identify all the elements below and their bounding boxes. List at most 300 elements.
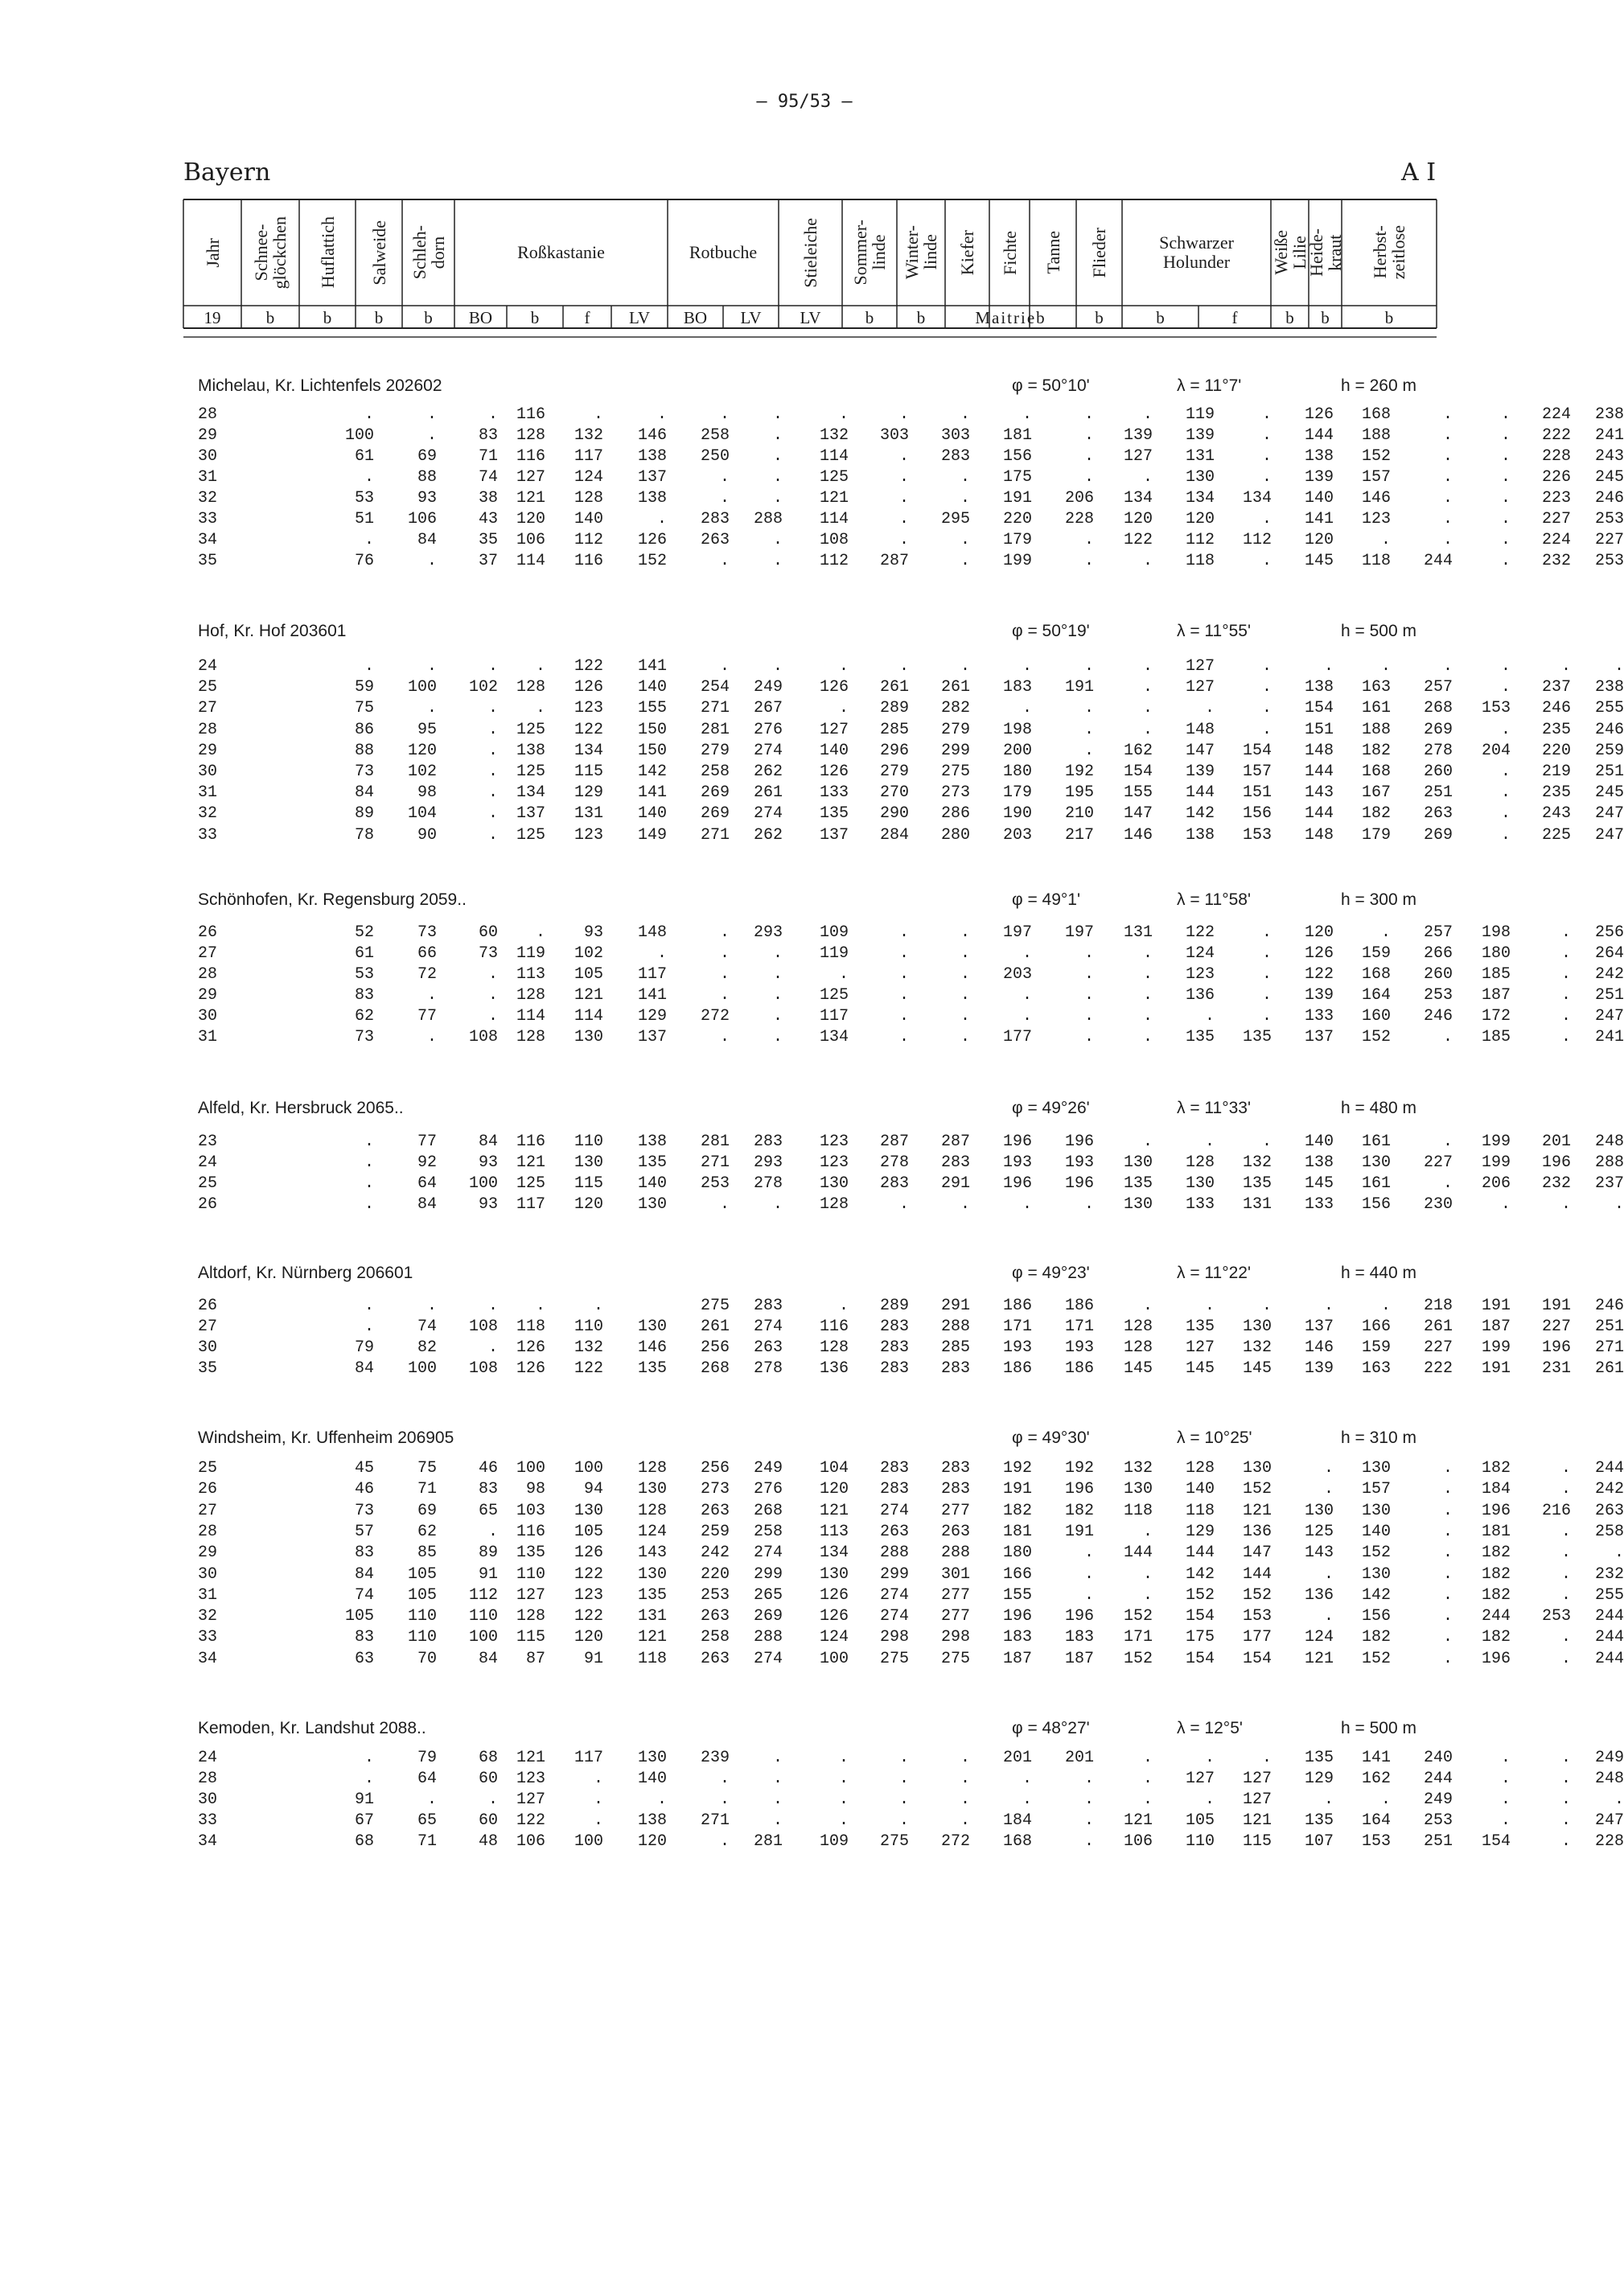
value-cell: 141: [637, 783, 667, 803]
value-cell: 130: [574, 1153, 603, 1172]
value-cell: 140: [1185, 1480, 1215, 1499]
value-cell: 151: [1304, 720, 1334, 739]
value-cell: .: [1560, 1195, 1571, 1214]
value-cell: 98: [525, 1480, 545, 1499]
value-cell: 261: [940, 678, 970, 697]
year-cell: 27: [198, 1318, 218, 1336]
value-cell: 299: [753, 1564, 783, 1584]
station-phi: φ = 49°30': [1012, 1429, 1090, 1447]
value-cell: .: [1204, 699, 1215, 718]
value-cell: 152: [1361, 1649, 1391, 1668]
value-cell: 259: [1594, 741, 1624, 760]
value-cell: .: [960, 1790, 970, 1809]
value-cell: 182: [1481, 1544, 1511, 1563]
header-label: Winter- linde: [902, 225, 940, 280]
value-cell: .: [593, 1297, 603, 1315]
value-cell: .: [1083, 405, 1094, 424]
value-cell: 123: [574, 825, 603, 845]
value-cell: 183: [1002, 1628, 1032, 1647]
value-cell: 83: [354, 1628, 374, 1647]
value-cell: .: [1142, 552, 1153, 570]
value-cell: .: [1500, 552, 1511, 570]
value-cell: .: [772, 965, 783, 984]
value-cell: 196: [1064, 1480, 1094, 1499]
value-cell: 198: [1002, 720, 1032, 739]
value-cell: 263: [1423, 804, 1453, 824]
value-cell: 196: [1064, 1607, 1094, 1626]
value-cell: .: [772, 1007, 783, 1026]
value-cell: 238: [1594, 405, 1624, 424]
value-cell: 254: [700, 678, 730, 697]
year-cell: 28: [198, 1522, 218, 1541]
value-cell: 246: [1594, 489, 1624, 508]
value-cell: 275: [879, 1649, 909, 1668]
value-cell: .: [1323, 1297, 1334, 1315]
value-cell: 120: [574, 1628, 603, 1647]
value-cell: 222: [1423, 1359, 1453, 1378]
value-cell: 113: [516, 965, 545, 984]
value-cell: 177: [1242, 1628, 1272, 1647]
year-cell: 28: [198, 720, 218, 739]
value-cell: 278: [879, 1153, 909, 1172]
value-cell: 141: [637, 657, 667, 676]
value-cell: 274: [753, 1649, 783, 1668]
value-cell: 147: [1123, 804, 1153, 824]
value-cell: 263: [700, 1607, 730, 1626]
value-cell: 140: [1304, 489, 1334, 508]
value-cell: 226: [1541, 468, 1571, 487]
value-cell: 89: [354, 804, 374, 824]
value-cell: 88: [354, 741, 374, 760]
value-cell: 123: [574, 1585, 603, 1605]
value-cell: 197: [1064, 923, 1094, 942]
value-cell: 283: [940, 1153, 970, 1172]
value-cell: 146: [637, 1338, 667, 1357]
value-cell: 122: [516, 1811, 545, 1830]
value-cell: 163: [1361, 678, 1391, 697]
value-cell: .: [719, 986, 730, 1005]
value-cell: .: [1442, 1133, 1453, 1151]
value-cell: 106: [516, 1832, 545, 1851]
value-cell: 152: [1185, 1585, 1215, 1605]
year-cell: 26: [198, 1480, 218, 1499]
value-cell: 220: [700, 1564, 730, 1584]
value-cell: 206: [1481, 1174, 1511, 1193]
value-cell: 227: [1541, 510, 1571, 528]
value-cell: 102: [574, 944, 603, 963]
value-cell: .: [1083, 986, 1094, 1005]
value-cell: 128: [637, 1501, 667, 1520]
value-cell: 138: [637, 1133, 667, 1151]
value-cell: 66: [417, 944, 437, 963]
value-cell: 253: [1541, 1607, 1571, 1626]
value-cell: 126: [819, 678, 849, 697]
value-cell: 161: [1361, 1174, 1391, 1193]
value-cell: 220: [1541, 741, 1571, 760]
value-cell: 148: [1304, 825, 1334, 845]
value-cell: 129: [1304, 1770, 1334, 1788]
value-cell: 110: [407, 1607, 437, 1626]
value-cell: .: [1022, 699, 1032, 718]
value-cell: .: [1560, 1832, 1571, 1851]
value-cell: .: [364, 1133, 374, 1151]
value-cell: .: [772, 944, 783, 963]
value-cell: 146: [1361, 489, 1391, 508]
value-cell: 126: [819, 1585, 849, 1605]
value-cell: 268: [753, 1501, 783, 1520]
value-cell: 137: [1304, 1028, 1334, 1046]
value-cell: 275: [700, 1297, 730, 1315]
value-cell: 68: [478, 1749, 498, 1767]
value-cell: 263: [940, 1522, 970, 1541]
value-cell: 142: [1361, 1585, 1391, 1605]
value-cell: 121: [1242, 1501, 1272, 1520]
value-cell: 140: [637, 804, 667, 824]
value-cell: 235: [1541, 720, 1571, 739]
value-cell: 181: [1002, 1522, 1032, 1541]
value-cell: 52: [354, 923, 374, 942]
value-cell: 227: [1594, 531, 1624, 549]
station-h: h = 260 m: [1341, 376, 1416, 395]
value-cell: .: [898, 944, 909, 963]
value-cell: 152: [1242, 1480, 1272, 1499]
value-cell: 108: [468, 1318, 498, 1336]
value-cell: .: [1083, 944, 1094, 963]
value-cell: 74: [354, 1585, 374, 1605]
value-cell: 223: [1541, 489, 1571, 508]
value-cell: 132: [1123, 1459, 1153, 1478]
value-cell: 130: [637, 1318, 667, 1336]
value-cell: 128: [516, 1028, 545, 1046]
value-cell: 289: [879, 1297, 909, 1315]
value-cell: 235: [1541, 783, 1571, 803]
region-title: Bayern: [183, 158, 271, 187]
value-cell: 249: [753, 1459, 783, 1478]
value-cell: 114: [516, 552, 545, 570]
value-cell: 153: [1242, 825, 1272, 845]
value-cell: 87: [525, 1649, 545, 1668]
value-cell: 168: [1361, 763, 1391, 781]
value-cell: 193: [1002, 1153, 1032, 1172]
value-cell: 123: [819, 1153, 849, 1172]
value-cell: 140: [1361, 1522, 1391, 1541]
value-cell: 237: [1594, 1174, 1624, 1193]
value-cell: 138: [1185, 825, 1215, 845]
value-cell: 70: [417, 1649, 437, 1668]
value-cell: .: [426, 552, 437, 570]
value-cell: .: [426, 699, 437, 718]
value-cell: 253: [1423, 986, 1453, 1005]
value-cell: 156: [1361, 1607, 1391, 1626]
value-cell: 77: [417, 1007, 437, 1026]
value-cell: 244: [1594, 1649, 1624, 1668]
value-cell: 242: [700, 1544, 730, 1563]
value-cell: .: [364, 468, 374, 487]
value-cell: 53: [354, 489, 374, 508]
value-cell: 103: [516, 1501, 545, 1520]
value-cell: .: [1261, 965, 1272, 984]
value-cell: 167: [1361, 783, 1391, 803]
value-cell: 181: [1481, 1522, 1511, 1541]
value-cell: 172: [1481, 1007, 1511, 1026]
value-cell: .: [364, 657, 374, 676]
year-cell: 35: [198, 1359, 218, 1378]
value-cell: .: [1442, 510, 1453, 528]
year-cell: 33: [198, 825, 218, 845]
value-cell: 154: [1481, 1832, 1511, 1851]
value-cell: 84: [354, 1564, 374, 1584]
value-cell: .: [1261, 657, 1272, 676]
header-unit: b: [265, 308, 275, 327]
value-cell: .: [1261, 1133, 1272, 1151]
value-cell: 253: [700, 1585, 730, 1605]
value-cell: 238: [1594, 678, 1624, 697]
value-cell: .: [1500, 489, 1511, 508]
value-cell: .: [898, 1007, 909, 1026]
value-cell: 261: [700, 1318, 730, 1336]
value-cell: 203: [1002, 825, 1032, 845]
value-cell: 73: [354, 1028, 374, 1046]
value-cell: 253: [1594, 552, 1624, 570]
value-cell: .: [1500, 468, 1511, 487]
value-cell: .: [719, 1832, 730, 1851]
value-cell: 281: [700, 1133, 730, 1151]
value-cell: 127: [1185, 1338, 1215, 1357]
value-cell: 137: [637, 468, 667, 487]
value-cell: 153: [1242, 1607, 1272, 1626]
value-cell: 112: [1185, 531, 1215, 549]
value-cell: 123: [1185, 965, 1215, 984]
value-cell: 153: [1361, 1832, 1391, 1851]
station-phi: φ = 48°27': [1012, 1719, 1090, 1737]
value-cell: 131: [574, 804, 603, 824]
value-cell: .: [1142, 1522, 1153, 1541]
year-cell: 27: [198, 699, 218, 718]
year-cell: 34: [198, 1649, 218, 1668]
value-cell: 118: [1123, 1501, 1153, 1520]
year-cell: 26: [198, 1195, 218, 1214]
value-cell: 83: [354, 986, 374, 1005]
value-cell: 166: [1361, 1318, 1391, 1336]
value-cell: 154: [1242, 741, 1272, 760]
value-cell: 100: [468, 1174, 498, 1193]
value-cell: 181: [1002, 426, 1032, 445]
value-cell: .: [1142, 1770, 1153, 1788]
value-cell: 249: [1594, 1749, 1624, 1767]
value-cell: .: [1204, 1749, 1215, 1767]
value-cell: 93: [583, 923, 603, 942]
value-cell: 139: [1304, 1359, 1334, 1378]
header-label: Stieleiche: [800, 217, 820, 288]
value-cell: .: [960, 489, 970, 508]
value-cell: 193: [1064, 1153, 1094, 1172]
value-cell: .: [1022, 405, 1032, 424]
value-cell: .: [364, 1195, 374, 1214]
value-cell: 134: [819, 1028, 849, 1046]
value-cell: 175: [1185, 1628, 1215, 1647]
value-cell: 247: [1594, 1007, 1624, 1026]
value-cell: 195: [1064, 783, 1094, 803]
value-cell: 196: [1541, 1338, 1571, 1357]
value-cell: 186: [1002, 1359, 1032, 1378]
value-cell: 76: [354, 552, 374, 570]
year-cell: 28: [198, 965, 218, 984]
value-cell: .: [1614, 1544, 1624, 1563]
value-cell: 224: [1541, 531, 1571, 549]
value-cell: 150: [637, 720, 667, 739]
value-cell: 260: [1423, 763, 1453, 781]
value-cell: 112: [1242, 531, 1272, 549]
value-cell: .: [1442, 1585, 1453, 1605]
value-cell: 85: [417, 1544, 437, 1563]
value-cell: 251: [1423, 783, 1453, 803]
header-label: Jahr: [202, 237, 223, 268]
value-cell: .: [838, 1749, 849, 1767]
year-cell: 32: [198, 1607, 218, 1626]
value-cell: 279: [879, 763, 909, 781]
value-cell: 227: [1423, 1338, 1453, 1357]
value-cell: 121: [574, 986, 603, 1005]
year-cell: 28: [198, 1770, 218, 1788]
value-cell: 279: [700, 741, 730, 760]
header-label: Tanne: [1042, 231, 1063, 274]
value-cell: .: [1442, 489, 1453, 508]
value-cell: 130: [1242, 1459, 1272, 1478]
value-cell: 122: [1185, 923, 1215, 942]
value-cell: .: [960, 1811, 970, 1830]
value-cell: 263: [700, 1649, 730, 1668]
value-cell: 145: [1123, 1359, 1153, 1378]
year-cell: 30: [198, 763, 218, 781]
year-cell: 34: [198, 531, 218, 549]
value-cell: 117: [574, 1749, 603, 1767]
value-cell: 269: [753, 1607, 783, 1626]
value-cell: 124: [1185, 944, 1215, 963]
value-cell: .: [1261, 923, 1272, 942]
year-cell: 28: [198, 405, 218, 424]
year-cell: 30: [198, 1790, 218, 1809]
value-cell: 149: [637, 825, 667, 845]
value-cell: 154: [1185, 1607, 1215, 1626]
station-phi: φ = 50°19': [1012, 622, 1090, 640]
value-cell: 134: [1185, 489, 1215, 508]
value-cell: 244: [1594, 1459, 1624, 1478]
value-cell: 246: [1594, 720, 1624, 739]
value-cell: 182: [1361, 1628, 1391, 1647]
value-cell: 303: [879, 426, 909, 445]
station-name: Hof, Kr. Hof 203601: [198, 622, 347, 640]
header-label: Fichte: [999, 230, 1020, 275]
value-cell: 288: [753, 510, 783, 528]
value-cell: .: [1083, 1028, 1094, 1046]
value-cell: 120: [574, 1195, 603, 1214]
value-cell: .: [772, 552, 783, 570]
value-cell: 84: [354, 1359, 374, 1378]
value-cell: 120: [516, 510, 545, 528]
value-cell: 128: [574, 489, 603, 508]
value-cell: 244: [1481, 1607, 1511, 1626]
value-cell: 114: [516, 1007, 545, 1026]
value-cell: .: [1500, 531, 1511, 549]
value-cell: 182: [1481, 1564, 1511, 1584]
value-cell: 263: [753, 1338, 783, 1357]
value-cell: .: [487, 1007, 498, 1026]
value-cell: 129: [574, 783, 603, 803]
value-cell: 196: [1481, 1649, 1511, 1668]
value-cell: 156: [1361, 1195, 1391, 1214]
value-cell: 246: [1423, 1007, 1453, 1026]
value-cell: 107: [1304, 1832, 1334, 1851]
header-unit: b: [323, 308, 332, 327]
value-cell: 75: [417, 1459, 437, 1478]
value-cell: .: [1614, 1790, 1624, 1809]
value-cell: .: [1500, 1811, 1511, 1830]
value-cell: 290: [879, 804, 909, 824]
value-cell: 144: [1185, 1544, 1215, 1563]
value-cell: 262: [753, 825, 783, 845]
value-cell: .: [1560, 1649, 1571, 1668]
value-cell: 271: [700, 699, 730, 718]
value-cell: 255: [1594, 1585, 1624, 1605]
value-cell: 182: [1481, 1628, 1511, 1647]
value-cell: .: [1261, 1007, 1272, 1026]
value-cell: 289: [879, 699, 909, 718]
value-cell: 192: [1002, 1459, 1032, 1478]
value-cell: 177: [1002, 1028, 1032, 1046]
value-cell: 127: [516, 468, 545, 487]
value-cell: 245: [1594, 783, 1624, 803]
value-cell: 130: [637, 1564, 667, 1584]
value-cell: 98: [417, 783, 437, 803]
value-cell: .: [960, 531, 970, 549]
value-cell: 243: [1594, 447, 1624, 466]
value-cell: 37: [478, 552, 498, 570]
value-cell: .: [1083, 531, 1094, 549]
value-cell: .: [898, 468, 909, 487]
value-cell: .: [1500, 1790, 1511, 1809]
value-cell: 272: [700, 1007, 730, 1026]
value-cell: 126: [516, 1338, 545, 1357]
value-cell: .: [772, 489, 783, 508]
value-cell: .: [1022, 1007, 1032, 1026]
value-cell: 73: [478, 944, 498, 963]
value-cell: 71: [478, 447, 498, 466]
value-cell: 232: [1594, 1564, 1624, 1584]
value-cell: 78: [354, 825, 374, 845]
value-cell: 92: [417, 1153, 437, 1172]
value-cell: 126: [1304, 405, 1334, 424]
value-cell: .: [1022, 1195, 1032, 1214]
value-cell: 232: [1541, 1174, 1571, 1193]
value-cell: .: [426, 986, 437, 1005]
value-cell: 284: [879, 825, 909, 845]
value-cell: 130: [1123, 1480, 1153, 1499]
value-cell: .: [772, 657, 783, 676]
value-cell: 73: [354, 763, 374, 781]
value-cell: 243: [1541, 804, 1571, 824]
section-label: A I: [1401, 158, 1437, 187]
value-cell: .: [1022, 657, 1032, 676]
value-cell: 258: [700, 1628, 730, 1647]
year-cell: 32: [198, 804, 218, 824]
value-cell: 217: [1064, 825, 1094, 845]
value-cell: 129: [637, 1007, 667, 1026]
value-cell: 136: [819, 1359, 849, 1378]
value-cell: .: [772, 426, 783, 445]
value-cell: .: [719, 1028, 730, 1046]
value-cell: .: [593, 1790, 603, 1809]
value-cell: 83: [354, 1544, 374, 1563]
